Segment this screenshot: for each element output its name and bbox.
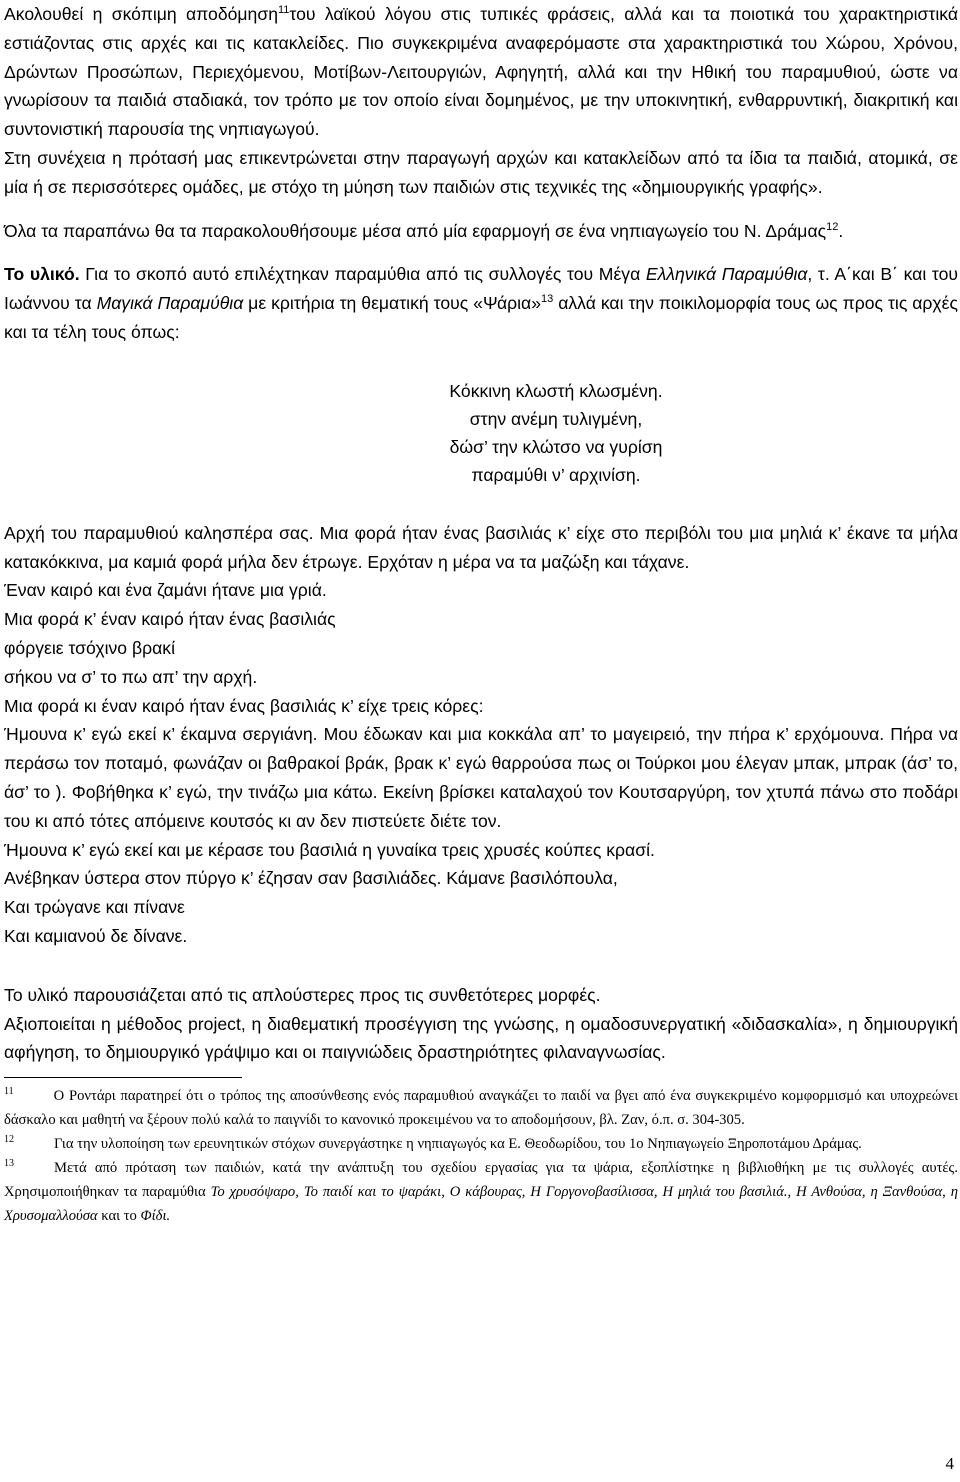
footnote-ref-12: 12 (826, 220, 839, 233)
spacer (4, 347, 958, 377)
section-heading: Το υλικό. (4, 264, 80, 285)
story-line: Ήμουνα κ’ εγώ εκεί κ’ έκαμνα σεργιάνη. Μου έδωκαν και μια κοκκάλα απ’ το μαγειρειό, την πήρα κ’ ερχόμουνα. Πήρα να περάσω τον ποταμό, φωνάζαν οι βαθρακοί βράκ, βρακ κ’ εγώ θαρρούσα πως οι Τούρκοι μου έλεγαν μπακ, μπρακ (άσ’ το, άσ’ το ). Φοβήθηκα κ’ εγώ, την τινάζω μια κάτω. Εκείνη βρίσκει καταλαχού τον Κουτσαργύρη, τον χτυπά πάνω στο ποδάρι του κι από τότες απόμεινε κουτσός κι αν δεν πιστεύετε διέτε τον. (4, 724, 958, 831)
paragraph-material (4, 260, 958, 346)
text-run: Όλα τα παραπάνω θα τα παρακολουθήσουμε μέσα από μία εφαρμογή σε ένα νηπιαγωγείο του Ν. Δράμας (4, 220, 827, 241)
story-line: Ανέβηκαν ύστερα στον πύργο κ’ έζησαν σαν βασιλιάδες. Κάμανε βασιλόπουλα, (4, 868, 618, 889)
book-title: Ελληνικά Παραμύθια (645, 264, 808, 285)
story-title: Φίδι. (140, 1208, 171, 1225)
spacer (4, 202, 958, 217)
text-run: Ακολουθεί η σκόπιμη αποδόμηση (4, 4, 278, 24)
story-line: Μια φορά κι έναν καιρό ήταν ένας βασιλιάς κ’ είχε τρεις κόρες: (4, 695, 484, 716)
story-line: Μια φορά κ’ έναν καιρό ήταν ένας βασιλιάς (4, 609, 336, 630)
paragraph-material-order: Το υλικό παρουσιάζεται από τις απλούστερες προς τις συνθετότερες μορφές. (4, 984, 601, 1005)
footnote-ref-11: 11 (278, 4, 290, 16)
footnote-text: Μετά από πρόταση των παιδιών, κατά την ανάπτυξη του σχεδίου εργασίας για τα ψάρια, εξοπλίστηκε η βιβλιοθήκη με τις συλλογές αυτές. Χρησιμοποιήθηκαν τα παραμύθια (4, 1160, 958, 1201)
paragraph-methods: Αξιοποιείται η μέθοδος project, η διαθεματική προσέγγιση της γνώσης, η ομαδοσυνεργατική «διδασκαλία», η δημιουργική αφήγηση, το δημιουργικό γράψιμο και οι παιγνιώδεις δραστηριότητες φιλαναγνωσίας. (4, 1013, 958, 1063)
paragraph-intro (4, 0, 958, 144)
footnote-11 (4, 1084, 958, 1132)
spacer (4, 245, 958, 260)
poem-line: παραμύθι ν’ αρχινίση. (471, 464, 641, 485)
paragraph-application (4, 217, 958, 246)
text-run: , τ. Α΄και Β΄ και του Ιωάννου τα (4, 264, 958, 314)
text-run: του λαϊκού λόγου στις τυπικές φράσεις, αλλά και τα ποιοτικά του χαρακτηριστικά εστιάζοντας στις αρχές και τις κατακλείδες. Πιο συγκεκριμένα αναφερόμαστε στα χαρακτηριστικά του Χώρου, Χρόνου, Δρώντων Προσώπων, Περιεχόμενου, Μοτίβων-Λειτουργιών, Αφηγητή, αλλά και την Ηθική του παραμυθιού, ώστε να γνωρίσουν τα παιδιά σταδιακά, τον τρόπο με τον οποίο είναι δομημένος, με την υποκινητική, ενθαρρυντική, διακριτική και συντονιστική παρουσία της νηπιαγωγού. (4, 4, 958, 140)
book-title: Μαγικά Παραμύθια (96, 293, 244, 314)
text-run: με κριτήρια τη θεματική τους «Ψάρια» (243, 293, 542, 314)
story-line: Έναν καιρό και ένα ζαμάνι ήτανε μια γριά. (4, 580, 327, 601)
story-line: Αρχή του παραμυθιού καλησπέρα σας. Μια φορά ήταν ένας βασιλιάς κ’ είχε στο περιβόλι του μια μηλιά κ’ έκανε τα μήλα κατακόκκινα, μα καμιά φορά μήλα δεν έτρωγε. Ερχόταν η μέρα να τα μαζώξη και τάχανε. (4, 522, 958, 572)
story-line: Και τρώγανε και πίνανε (4, 897, 185, 918)
page-number: 4 (945, 1454, 954, 1473)
story-line: Και καμιανού δε δίνανε. (4, 925, 188, 946)
footnote-ref-13: 13 (541, 293, 554, 306)
story-line: σήκου να σ’ το πω απ’ την αρχή. (4, 666, 258, 687)
poem-line: δώσ’ την κλώτσο να γυρίση (449, 436, 663, 457)
story-titles: Το χρυσόψαρο, Το παιδί και το ψαράκι, Ο κάβουρας, Η Γοργονοβασίλισσα, Η μηλιά του βασιλιά., Η Ανθούσα, η Ξανθούσα, η Χρυσομαλλούσα (4, 1184, 958, 1225)
spacer (4, 489, 958, 519)
text-run: αλλά και την ποικιλομορφία τους ως προς τις αρχές και τα τέλη τους όπως: (4, 293, 958, 342)
spacer (4, 951, 958, 981)
footnote-number: 11 (4, 1086, 14, 1098)
text-run: Για το σκοπό αυτό επιλέχτηκαν παραμύθια από τις συλλογές του Μέγα (79, 264, 646, 285)
footnote-separator (4, 1077, 242, 1078)
footnote-12 (4, 1132, 958, 1156)
footnote-text: και το (97, 1208, 141, 1225)
poem-block (154, 377, 958, 489)
story-line: φόργειε τσόχινο βρακί (4, 637, 175, 658)
paragraph-proposal: Στη συνέχεια η πρότασή μας επικεντρώνεται στην παραγωγή αρχών και κατακλείδων από τα ίδια τα παιδιά, ατομικά, σε μία ή σε περισσότερες ομάδες, με στόχο τη μύηση των παιδιών στις τεχνικές της «δημιουργικής γραφής». (4, 147, 958, 197)
document-page (4, 0, 958, 1228)
footnote-number: 12 (4, 1134, 14, 1146)
footnote-text: Για την υλοποίηση των ερευνητικών στόχων συνεργάστηκε η νηπιαγωγός κα Ε. Θεοδωρίδου, του 1ο Νηπιαγωγείο Ξηροποτάμου Δράμας. (54, 1136, 862, 1153)
story-line: Ήμουνα κ’ εγώ εκεί και με κέρασε του βασιλιά η γυναίκα τρεις χρυσές κούπες κρασί. (4, 839, 655, 860)
story-excerpts (4, 519, 958, 951)
poem-line: Κόκκινη κλωστή κλωσμένη. (449, 380, 663, 401)
poem-line: στην ανέμη τυλιγμένη, (469, 408, 643, 429)
footnote-13 (4, 1156, 958, 1228)
text-run: . (838, 220, 844, 241)
footnote-number: 13 (4, 1158, 14, 1170)
footnote-text: Ο Ροντάρι παρατηρεί ότι ο τρόπος της αποσύνθεσης ενός παραμυθιού αναγκάζει το παιδί να βγει από ένα συγκεκριμένο κομφορμισμό και υποχρεώνει δάσκαλο και μαθητή να ξέρουν πολύ καλά το παιγνίδι το κανονικό προκειμένου να το αποδομήσουν, βλ. Ζαν, ό.π. σ. 304-305. (4, 1088, 958, 1129)
